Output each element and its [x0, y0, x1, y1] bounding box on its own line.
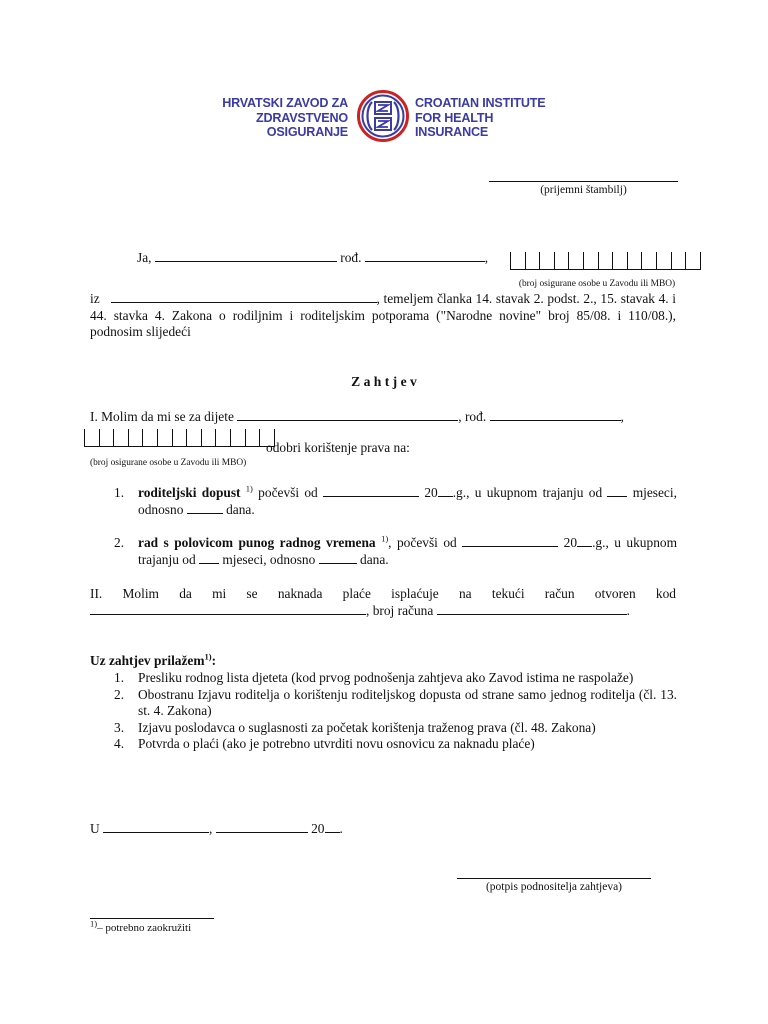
bank-name-field[interactable] [90, 603, 366, 615]
child-rod-label: , rođ. [458, 409, 487, 424]
leave-months-field[interactable] [607, 485, 627, 497]
half-time-work-option[interactable]: rad s polovicom punog radnog vremena [138, 535, 376, 550]
footnote-ref: 1) [245, 483, 253, 494]
form-title: Z a h t j e v [351, 374, 417, 389]
hzzo-logo-icon [357, 90, 409, 142]
section1-intro: I. Molim da mi se za dijete [90, 409, 234, 424]
attachments-heading: Uz zahtjev prilažem$^{1)}$: [90, 651, 217, 668]
iz-label: iz [90, 291, 100, 306]
footnote: $^{1)}$– potrebno zaokružiti [90, 918, 192, 934]
header-left-line: HRVATSKI ZAVOD ZA [222, 96, 348, 110]
item-number: 2. [114, 535, 125, 550]
attachments-list [114, 670, 677, 753]
child-id-boxes[interactable] [84, 429, 275, 447]
applicant-line [137, 250, 488, 266]
comma: , [620, 409, 624, 424]
ja-label: Ja, [137, 250, 152, 265]
place-field[interactable] [103, 821, 209, 833]
list-item: 1. roditeljski dopust $^{1)}$ počevši od 20 .g., u ukupnom trajanju od mjeseci, odnosno dana. [114, 483, 677, 517]
payment-paragraph: II. Molim da mi se naknada plaće isplaćuje na tekući račun otvoren kod , broj računa . [90, 586, 676, 618]
child-line [90, 409, 624, 425]
list-item: 3. Izjavu poslodavca o suglasnosti za početak korištenja traženog prava (čl. 48. Zakona) [114, 720, 677, 737]
child-id-caption: (broj osigurane osobe u Zavodu ili MBO) [90, 458, 247, 468]
child-birthdate-field[interactable] [490, 409, 621, 421]
attachment-text: Obostranu Izjavu roditelja o korištenju roditeljskog dopusta od strane samo jednog roditelja (čl. 13. st. 4. Zakona) [138, 686, 677, 718]
comma: , [484, 250, 489, 265]
rights-list [114, 485, 677, 568]
account-number-field[interactable] [437, 603, 627, 615]
stamp-label: (prijemni štambilj) [540, 184, 627, 196]
stamp-line [489, 181, 678, 182]
attachment-text: Potvrda o plaći (ako je potrebno utvrditi novu osnovicu za naknadu plaće) [138, 736, 535, 751]
payment-text: II. Molim da mi se naknada plaće isplaćuje na tekući račun otvoren kod [90, 586, 676, 601]
institute-name-croatian [150, 96, 348, 140]
leave-days-field[interactable] [187, 502, 223, 514]
applicant-id-caption: (broj osigurane osobe u Zavodu ili MBO) [518, 279, 676, 289]
list-item: 2. rad s polovicom punog radnog vremena $^{1)}$, počevši od 20 .g., u ukupnom trajanju od mjeseci, odnosno dana. [114, 533, 678, 567]
footnote-ref: 1) [381, 533, 389, 544]
legal-basis-paragraph [90, 291, 676, 341]
work-year-field[interactable] [577, 535, 592, 547]
header-left-line: ZDRAVSTVENO [255, 110, 348, 125]
year-field[interactable] [325, 821, 340, 833]
work-days-field[interactable] [319, 552, 357, 564]
parental-leave-option[interactable]: roditeljski dopust [138, 485, 241, 500]
approve-text: odobri korištenje prava na: [266, 440, 410, 455]
header-left-line: OSIGURANJE [266, 125, 348, 139]
applicant-name-field[interactable] [155, 250, 337, 262]
leave-start-field[interactable] [323, 485, 419, 497]
header-right-line: CROATIAN INSTITUTE [415, 96, 546, 110]
leave-year-field[interactable] [438, 485, 453, 497]
u-label: U [90, 821, 100, 836]
applicant-address-field[interactable] [111, 291, 377, 303]
footnote-separator [90, 918, 214, 919]
child-name-field[interactable] [237, 409, 458, 421]
signature-line[interactable] [457, 878, 651, 879]
work-start-field[interactable] [462, 535, 558, 547]
applicant-birthdate-field[interactable] [365, 250, 485, 262]
attachment-text: Izjavu poslodavca o suglasnosti za početak korištenja traženog prava (čl. 48. Zakona) [138, 719, 596, 735]
list-item: 1. Presliku rodnog lista djeteta (kod prvog podnošenja zahtjeva ako Zavod istima ne raspolaže) [114, 670, 677, 687]
institute-name-english [415, 96, 615, 140]
date-field[interactable] [216, 821, 308, 833]
signature-label: (potpis podnositelja zahtjeva) [485, 881, 623, 893]
item-number: 1. [114, 485, 125, 500]
header-right-line: FOR HEALTH [415, 110, 494, 125]
applicant-id-boxes[interactable] [510, 252, 701, 270]
list-item: 2. Obostranu Izjavu roditelja o korištenju roditeljskog dopusta od strane samo jednog roditelja (čl. 13. st. 4. Zakona) [114, 686, 677, 718]
work-months-field[interactable] [199, 552, 219, 564]
place-date-line: U , 20 . [90, 821, 343, 836]
attachment-text: Presliku rodnog lista djeteta (kod prvog podnošenja zahtjeva ako Zavod istima ne raspolaže) [138, 670, 634, 685]
rod-label: rođ. [340, 250, 362, 265]
legal-text: , temeljem članka 14. stavak 2. podst. 2., 15. stavak 4. i 44. stavka 4. Zakona o rodiljnim i roditeljskim potporama ("Narodne novine" broj 85/08. i 110/08.), podnosim slijedeći [90, 291, 676, 339]
header-right-line: INSURANCE [415, 125, 489, 139]
list-item: 4. Potvrda o plaći (ako je potrebno utvrditi novu osnovicu za naknadu plaće) [114, 736, 677, 753]
